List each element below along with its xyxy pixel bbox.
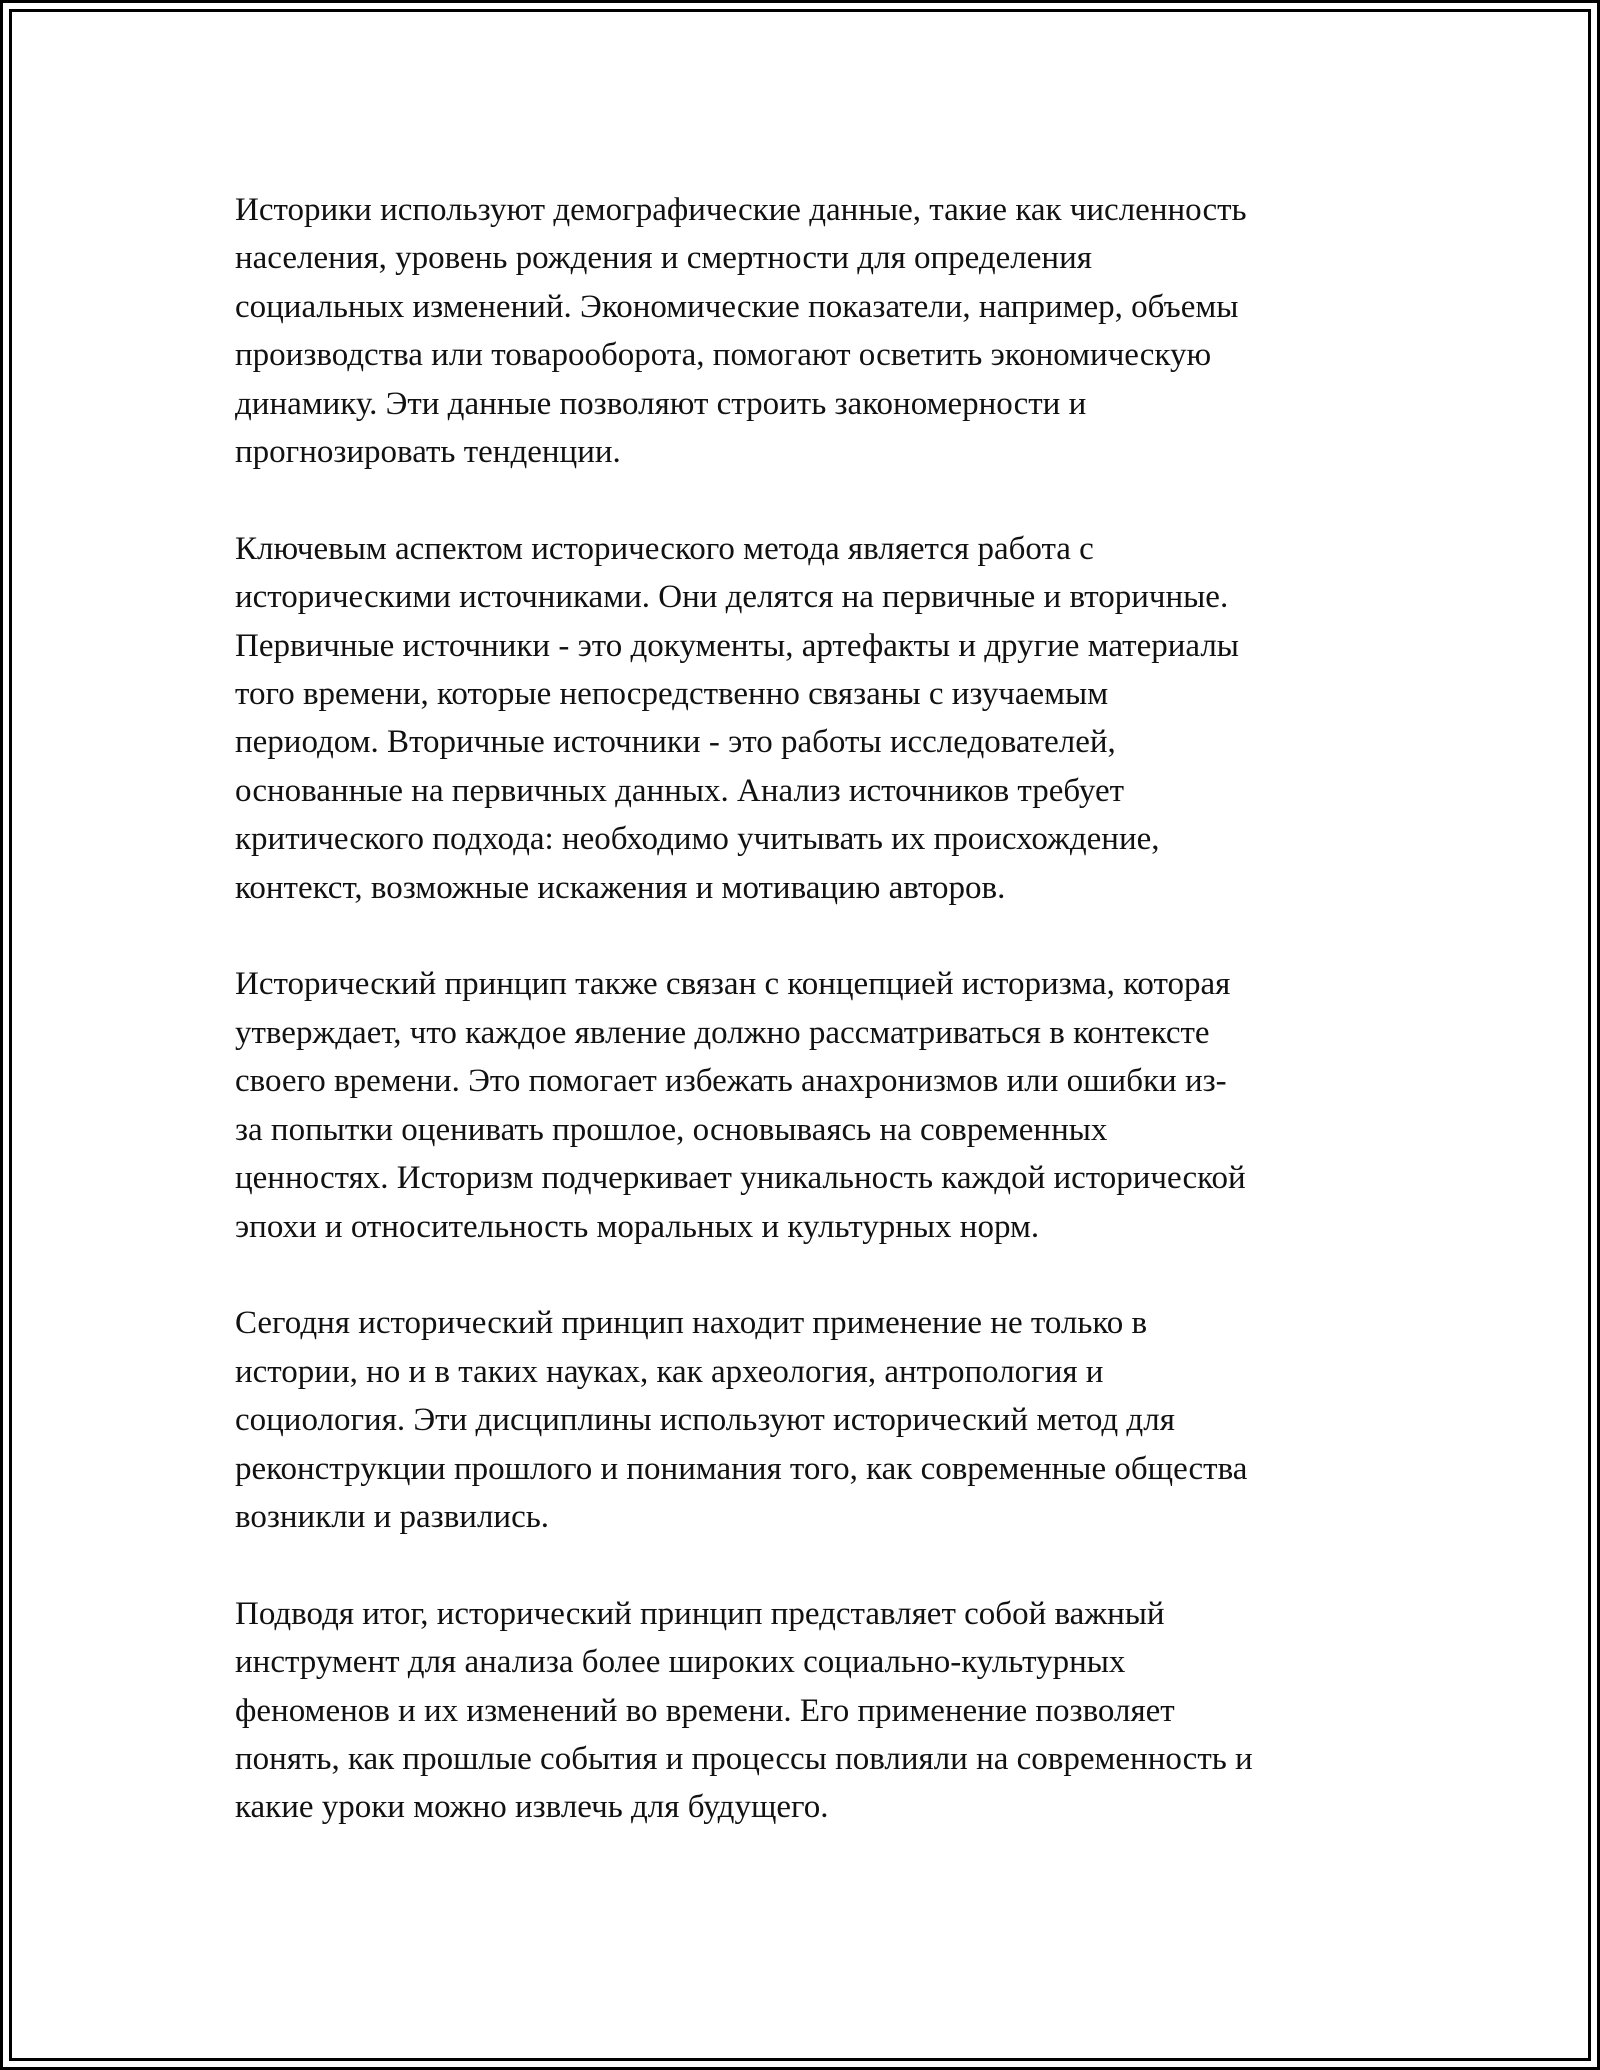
- paragraph-5: Подводя итог, исторический принцип представляет собой важный инструмент для анализа более широких социально-культурных феноменов и их изменений во времени. Его применение позволяет понять, как прошлые события и процессы повлияли на современность и какие уроки можно извлечь для будущего.: [235, 1595, 1253, 1826]
- paragraph-3: Исторический принцип также связан с концепцией историзма, которая утверждает, что каждое явление должно рассматриваться в контексте своего времени. Это помогает избежать анахронизмов или ошибки из- за попытки оценивать прошлое, основываясь на современных ценностях. Историзм подчеркивает уникальность каждой исторической эпохи и относительность моральных и культурных норм.: [235, 966, 1246, 1245]
- paragraph-1: Историки используют демографические данные, такие как численность населения, уровень рождения и смертности для определения социальных изменений. Экономические показатели, например, объемы производства или товарооборота, помогают осветить экономическую динамику. Эти данные позволяют строить закономерности и прогнозировать тенденции.: [235, 192, 1247, 471]
- paragraph-4: Сегодня исторический принцип находит применение не только в истории, но и в таких науках, как археология, антропология и социология. Эти дисциплины используют исторический метод для реконструкции прошлого и понимания того, как современные общества возникли и развились.: [235, 1305, 1248, 1535]
- paragraph-2: Ключевым аспектом исторического метода является работа с историческими источниками. Они делятся на первичные и вторичные. Первичные источники - это документы, артефакты и другие материалы того времени, которые непосредственно связаны с изучаемым периодом. Вторичные источники - это работы исследователей, основанные на первичных данных. Анализ источников требует критического подхода: необходимо учитывать их происхождение, контекст, возможные искажения и мотивацию авторов.: [235, 530, 1239, 906]
- document-body: [235, 186, 1385, 1880]
